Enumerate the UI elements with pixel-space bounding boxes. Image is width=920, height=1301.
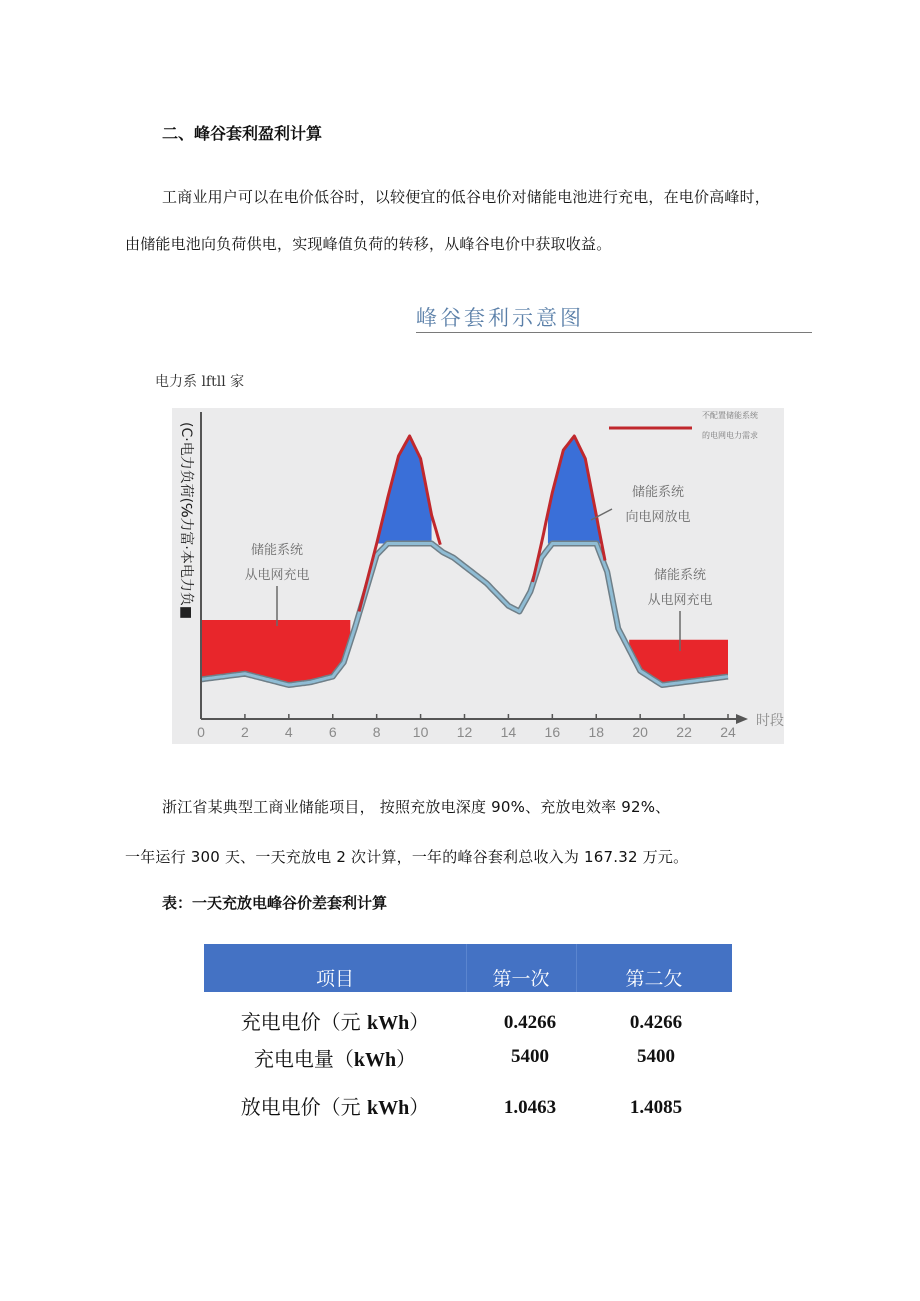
table-header-cell: 第二欠 xyxy=(625,968,683,990)
x-tick-label: 10 xyxy=(412,724,429,740)
figure-caption: 电力系 lftll 家 xyxy=(155,374,245,390)
paragraph-line: 一年运行 300 天、一天充放电 2 次计算，一年的峰谷套利总收入为 167.32 万元。 xyxy=(125,848,689,866)
region-label: 向电网放电 xyxy=(625,510,691,525)
paragraph-line: 工商业用户可以在电价低谷时，以较便宜的低谷电价对储能电池进行充电，在电价高峰时， xyxy=(162,188,771,206)
table-cell: 0.4266 xyxy=(503,1012,557,1033)
header-divider xyxy=(466,944,467,992)
chart-svg xyxy=(172,408,784,744)
table-row-label: 充电电价（元 kWh） xyxy=(240,1010,430,1034)
x-tick-label: 0 xyxy=(197,724,205,740)
paragraph-line: 浙江省某典型工商业储能项目， 按照充放电深度 90%、充放电效率 92%、 xyxy=(162,798,671,816)
figure-title: 峰谷套利示意图 xyxy=(416,302,812,333)
region-label: 从电网充电 xyxy=(244,568,310,583)
x-tick-label: 4 xyxy=(284,724,293,740)
x-tick-label: 18 xyxy=(588,724,605,740)
legend-text: 不配置储能系统 xyxy=(702,411,758,420)
region-label: 储能系统 xyxy=(653,568,707,583)
table-header-cell: 第一次 xyxy=(492,968,550,990)
peak-valley-chart xyxy=(172,408,784,744)
paragraph-line: 由储能电池向负荷供电，实现峰值负荷的转移，从峰谷电价中获取收益。 xyxy=(125,235,612,253)
x-tick-label: 16 xyxy=(544,724,561,740)
table-cell: 1.0463 xyxy=(503,1097,557,1118)
table-header-cell: 项目 xyxy=(315,968,354,990)
x-tick-label: 24 xyxy=(720,724,736,740)
table-cell: 1.4085 xyxy=(629,1097,683,1118)
header-divider xyxy=(576,944,577,992)
x-tick-label: 8 xyxy=(372,724,381,740)
region-label: 从电网充电 xyxy=(647,593,713,608)
x-tick-label: 2 xyxy=(241,724,249,740)
region-label: 储能系统 xyxy=(631,485,685,500)
y-axis-label: (C·电力负荷(℅力富·本电力负■ xyxy=(178,422,194,620)
table-cell: 5400 xyxy=(511,1046,549,1067)
x-tick-label: 22 xyxy=(676,724,692,740)
table-header xyxy=(204,944,732,992)
x-axis-label: 时段 xyxy=(756,713,784,729)
section-heading: 二、峰谷套利盈利计算 xyxy=(162,124,323,143)
x-tick-label: 20 xyxy=(632,724,648,740)
table-row-label: 充电电量（kWh） xyxy=(253,1047,417,1071)
region-label: 储能系统 xyxy=(250,543,304,558)
table-title: 表：一天充放电峰谷价差套利计算 xyxy=(162,894,388,912)
x-tick-label: 6 xyxy=(328,724,337,740)
x-tick-label: 14 xyxy=(500,724,517,740)
x-tick-label: 12 xyxy=(456,724,473,740)
table-cell: 0.4266 xyxy=(629,1012,683,1033)
table-cell: 5400 xyxy=(637,1046,675,1067)
legend-text: 的电网电力需求 xyxy=(702,431,758,440)
table-row-label: 放电电价（元 kWh） xyxy=(240,1095,430,1119)
